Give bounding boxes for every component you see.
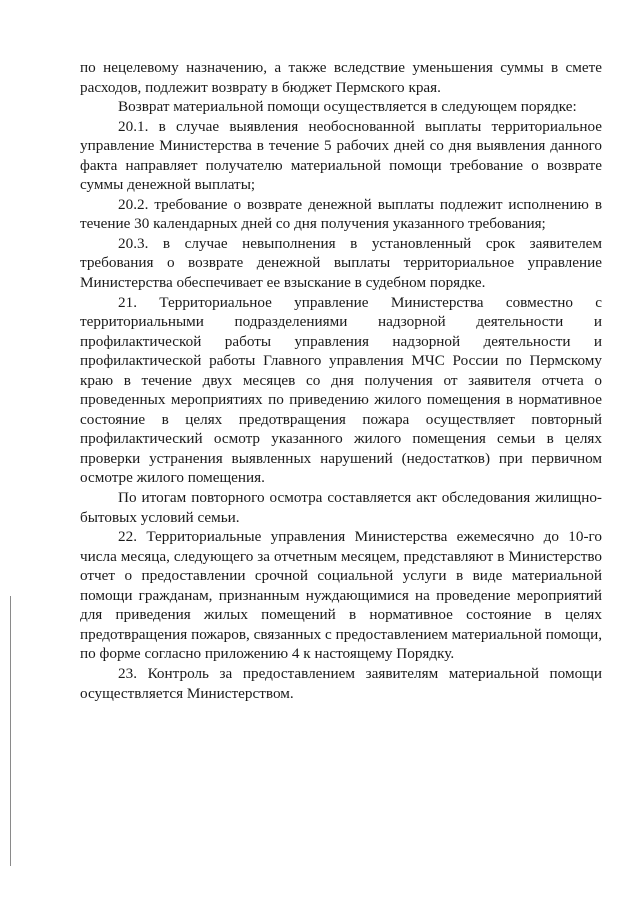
paragraph-23: 23. Контроль за предоставлением заявителям материальной помощи осуществляется Министерством. <box>80 664 602 702</box>
paragraph-20-2: 20.2. требование о возврате денежной выплаты подлежит исполнению в течение 30 календарных дней со дня получения указанного требования; <box>80 195 602 233</box>
paragraph-inspection-act: По итогам повторного осмотра составляется акт обследования жилищно-бытовых условий семьи. <box>80 489 602 526</box>
scan-edge-line <box>10 596 11 866</box>
paragraph-20-1: 20.1. в случае выявления необоснованной выплаты территориальное управление Министерства в течение 5 рабочих дней со дня выявления данного факта направляет получателю материальной помощи требование о возврате суммы денежной выплаты; <box>80 117 602 194</box>
paragraph-22: 22. Территориальные управления Министерства ежемесячно до 10-го числа месяца, следующего за отчетным месяцем, представляют в Министерство отчет о предоставлении срочной социальной услуги в виде материальной помощи гражданам, признанным нуждающимися на проведение мероприятий для приведения жилых помещений в нормативное состояние в целях предотвращения пожаров, связанных с предоставлением материальной помощи, по форме согласно приложению 4 к настоящему Порядку. <box>80 528 602 663</box>
paragraph-21: 21. Территориальное управление Министерства совместно с территориальными подразделениями надзорной деятельности и профилактической работы управления надзорной деятельности и профилактической работы Главного управления МЧС России по Пермскому краю в течение двух месяцев со дня получения от заявителя отчета о проведенных мероприятиях по приведению жилого помещения в нормативное состояние в целях предотвращения пожара осуществляет повторный профилактический осмотр указанного жилого помещения семьи в целях проверки устранения выявленных нарушений (недостатков) при первичном осмотре жилого помещения. <box>80 293 602 487</box>
document-body <box>80 58 602 703</box>
paragraph-return-procedure: Возврат материальной помощи осуществляется в следующем порядке: <box>118 98 577 116</box>
paragraph-continuation: по нецелевому назначению, а также вследствие уменьшения суммы в смете расходов, подлежит возврату в бюджет Пермского края. <box>80 59 602 96</box>
paragraph-20-3: 20.3. в случае невыполнения в установленный срок заявителем требования о возврате денежной выплаты территориальное управление Министерства обеспечивает ее взыскание в судебном порядке. <box>80 234 602 292</box>
